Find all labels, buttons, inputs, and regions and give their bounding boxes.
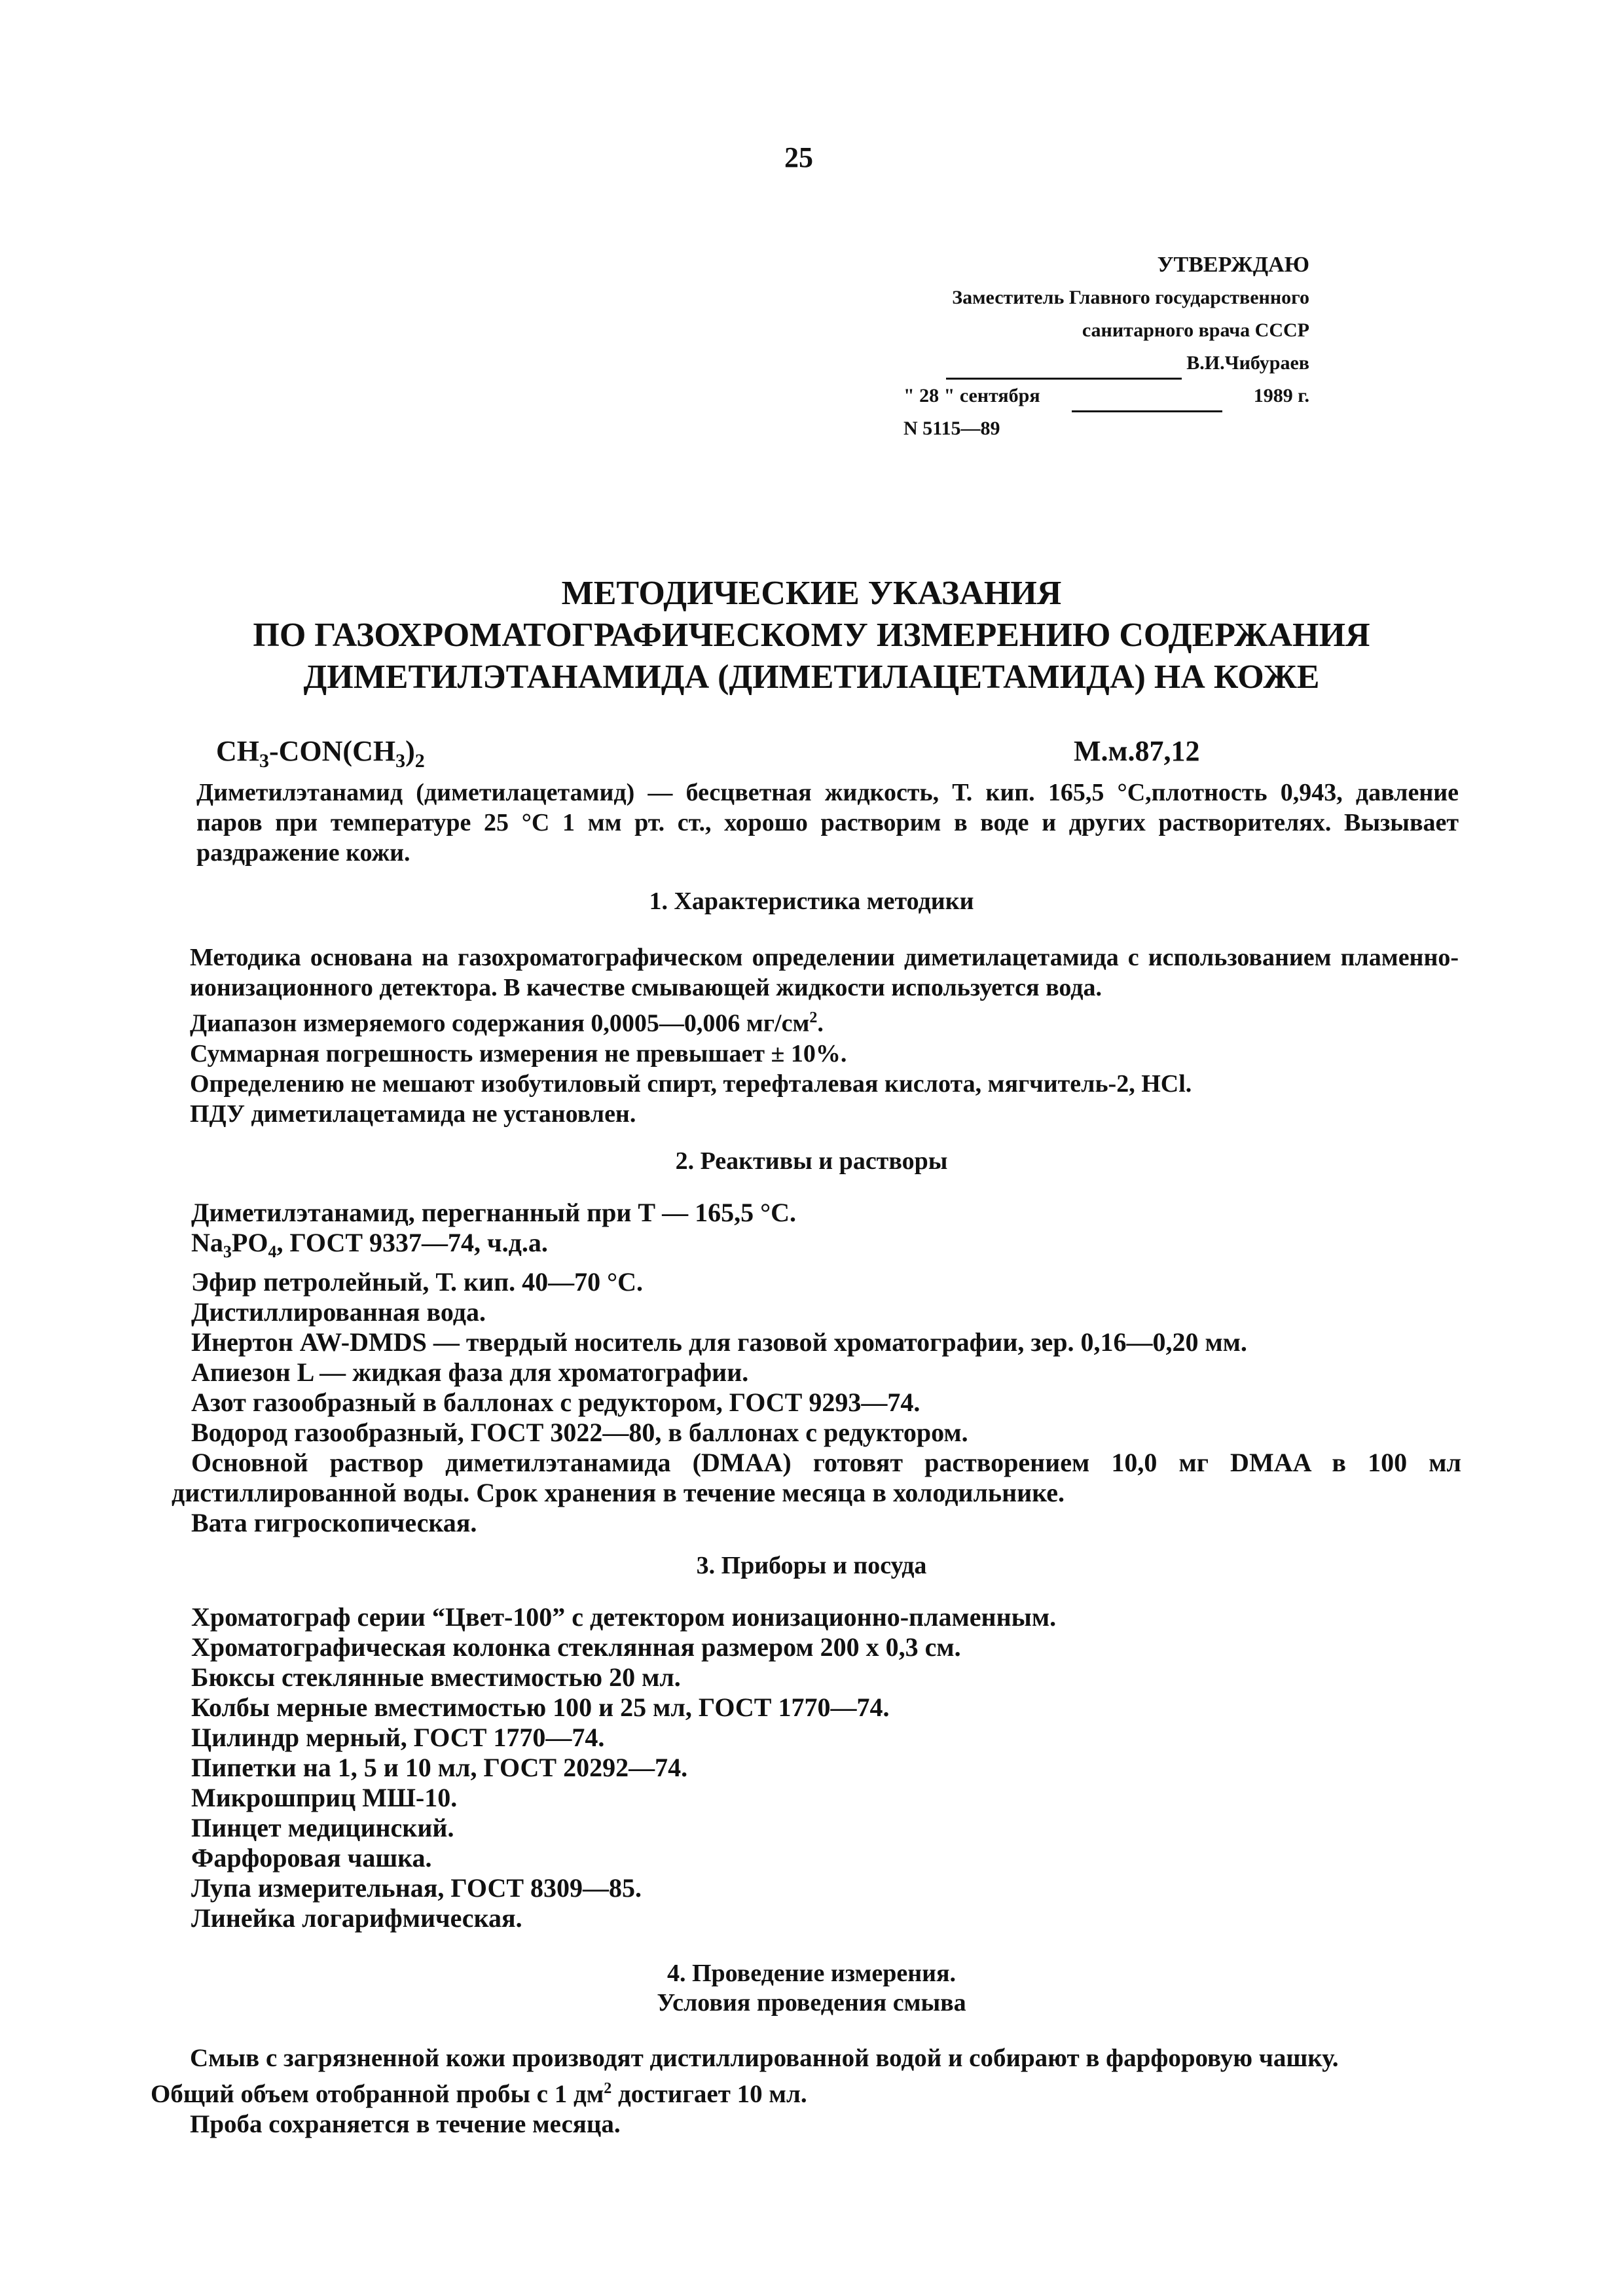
section-3-heading: 3. Приборы и посуда [696, 1552, 927, 1579]
date-year: 1989 г. [1253, 385, 1309, 406]
section-3-list [191, 1602, 1461, 1933]
equipment-item: Хроматографическая колонка стеклянная размером 200 х 0,3 см. [191, 1632, 961, 1662]
title-line-1: МЕТОДИЧЕСКИЕ УКАЗАНИЯ [561, 575, 1062, 612]
chemical-formula: $CH_3-CON(CH_3)_2$ [216, 735, 425, 772]
reagent-item: Азот газообразный в баллонах с редуктором, ГОСТ 9293—74. [191, 1388, 921, 1417]
reagent-item: Инертон AW-DMDS — твердый носитель для газовой хроматографии, зер. 0,16—0,20 мм. [191, 1327, 1247, 1357]
approval-title: УТВЕРЖДАЮ [1157, 253, 1309, 277]
reagent-item: Диметилэтанамид, перегнанный при Т — 165,5 °С. [191, 1198, 796, 1227]
section-4-p1: Смыв с загрязненной кожи производят дистиллированной водой и собирают в фарфоровую чашку. [190, 2044, 1339, 2072]
approval-signature-line [903, 347, 1309, 380]
equipment-item: Колбы мерные вместимостью 100 и 25 мл, ГОСТ 1770—74. [191, 1693, 890, 1722]
equipment-item: Фарфоровая чашка. [191, 1843, 432, 1873]
section-1-body [190, 942, 1459, 1129]
document-number: N 5115—89 [903, 418, 1000, 439]
approval-date [903, 380, 1309, 412]
section-2-heading: 2. Реактивы и растворы [675, 1147, 948, 1175]
document-title [131, 573, 1492, 698]
section-1-p3: Суммарная погрешность измерения не превышает ± 10%. [190, 1039, 847, 1067]
intro-paragraph [196, 778, 1459, 868]
stock-solution-paragraph: Основной раствор диметилэтанамида (DMAA) готовят растворением 10,0 мг DMAA в 100 мл дистиллированной воды. Срок хранения в течение месяца в холодильнике. [172, 1448, 1461, 1507]
section-4-p3: Проба сохраняется в течение месяца. [190, 2110, 621, 2138]
signatory-name: В.И.Чибураев [1186, 352, 1309, 374]
reagent-item: Водород газообразный, ГОСТ 3022—80, в баллонах с редуктором. [191, 1418, 968, 1447]
date-month: сентября [959, 385, 1040, 406]
reagent-item: Эфир петролейный, Т. кип. 40—70 °С. [191, 1267, 644, 1297]
section-4-subheading: Условия проведения смыва [657, 1989, 966, 2017]
reagent-item: $Na_3PO_4$, ГОСТ 9337—74, ч.д.а. [191, 1228, 548, 1261]
intro-text: Диметилэтанамид (диметилацетамид) — бесцветная жидкость, Т. кип. 165,5 °С,плотность 0,943, давление паров при температуре 25 °С 1 мм рт. ст., хорошо растворим в воде и других растворителях. Вызывает раздражение кожи. [196, 779, 1459, 867]
equipment-item: Пипетки на 1, 5 и 10 мл, ГОСТ 20292—74. [191, 1753, 688, 1782]
title-line-2: ПО ГАЗОХРОМАТОГРАФИЧЕСКОМУ ИЗМЕРЕНИЮ СОДЕРЖАНИЯ [253, 617, 1370, 654]
approval-position: Заместитель Главного государственного [952, 287, 1309, 308]
section-4-p2: Общий объем отобранной пробы с 1 $дм^2$ достигает 10 мл. [151, 2080, 807, 2108]
approval-block [903, 249, 1309, 445]
section-2-list [172, 1198, 1461, 1538]
reagent-item: Апиезон L — жидкая фаза для хроматографии. [191, 1357, 749, 1387]
equipment-item: Линейка логарифмическая. [191, 1903, 522, 1933]
section-1-p5: ПДУ диметилацетамида не установлен. [190, 1100, 636, 1128]
equipment-item: Пинцет медицинский. [191, 1813, 454, 1842]
equipment-item: Цилиндр мерный, ГОСТ 1770—74. [191, 1723, 605, 1752]
page-number: 25 [784, 141, 813, 173]
section-1-p1: Методика основана на газохроматографическом определении диметилацетамида с использованием пламенно-ионизационного детектора. В качестве смывающей жидкости используется вода. [190, 944, 1459, 1001]
section-1-p4: Определению не мешают изобутиловый спирт, терефталевая кислота, мягчитель-2, HCl. [190, 1069, 1192, 1098]
section-4-body [151, 2043, 1460, 2140]
signature-blank [946, 355, 1182, 380]
equipment-item: Хроматограф серии “Цвет-100” с детектором ионизационно-пламенным. [191, 1602, 1057, 1632]
date-day: " 28 " [903, 385, 955, 406]
section-1-p2: Диапазон измеряемого содержания 0,0005—0,006 $мг/см^2$. [190, 1009, 824, 1037]
title-line-3: ДИМЕТИЛЭТАНАМИДА (ДИМЕТИЛАЦЕТАМИДА) НА КОЖЕ [303, 658, 1320, 696]
reagent-item: Дистиллированная вода. [191, 1297, 486, 1327]
section-1-heading: 1. Характеристика методики [649, 888, 974, 915]
section-4-heading: 4. Проведение измерения. [666, 1960, 957, 1987]
approval-position-2: санитарного врача СССР [1082, 319, 1309, 341]
equipment-item: Лупа измерительная, ГОСТ 8309—85. [191, 1873, 642, 1903]
reagent-item: Вата гигроскопическая. [191, 1508, 477, 1537]
equipment-item: Бюксы стеклянные вместимостью 20 мл. [191, 1662, 681, 1692]
equipment-item: Микрошприц МШ-10. [191, 1783, 458, 1812]
molar-mass: М.м.87,12 [1074, 735, 1200, 767]
date-blank [1072, 388, 1222, 412]
